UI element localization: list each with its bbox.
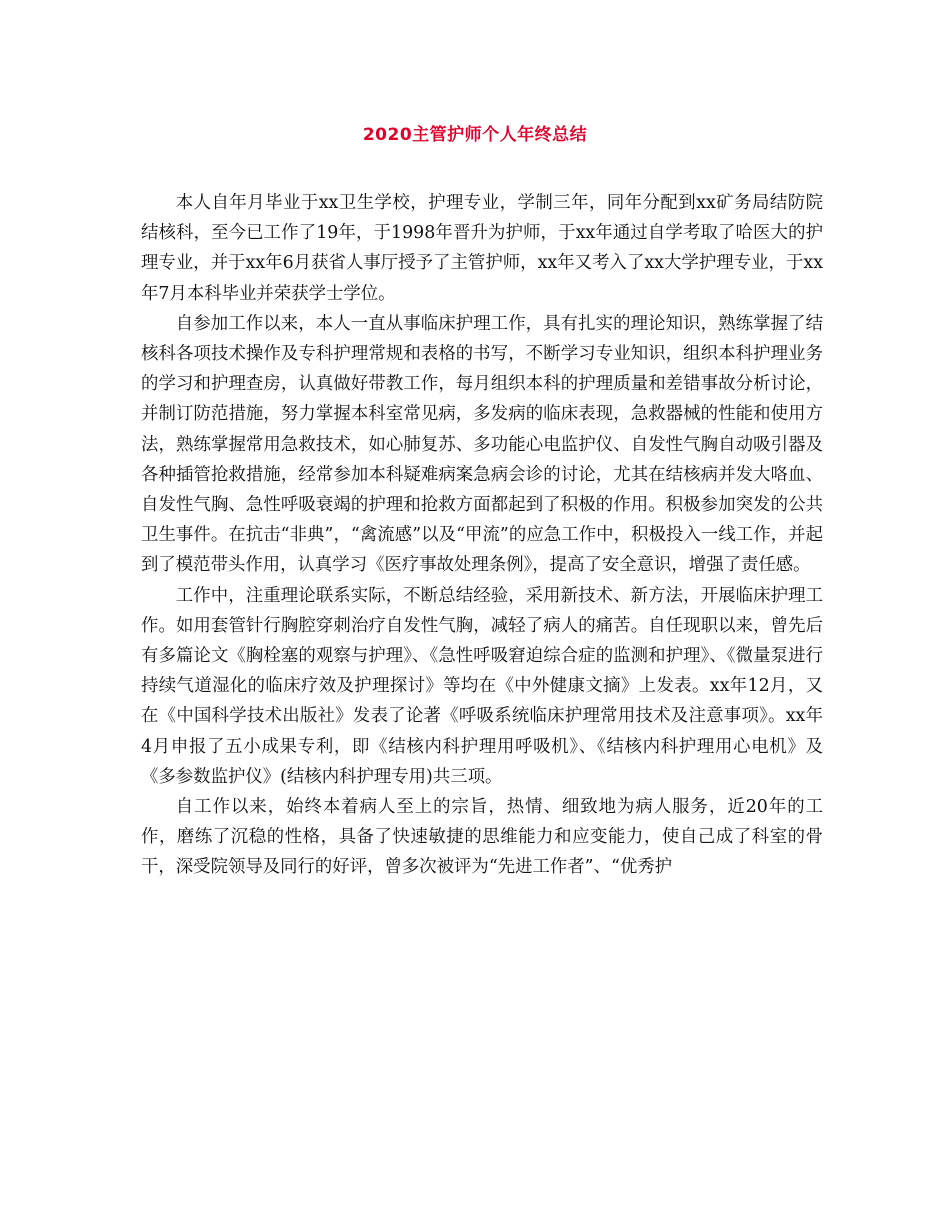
paragraph: 自工作以来，始终本着病人至上的宗旨，热情、细致地为病人服务，近20年的工作，磨练了沉稳的性格，具备了快速敏捷的思维能力和应变能力，使自己成了科室的骨干，深受院领导及同行的好评，曾多次被评为“先进工作者”、“优秀护: [141, 797, 823, 878]
paragraph: 工作中，注重理论联系实际，不断总结经验，采用新技术、新方法，开展临床护理工作。如用套管针行胸腔穿刺治疗自发性气胸，减轻了病人的痛苦。自任现职以来，曾先后有多篇论文《胸栓塞的观察与护理》、《急性呼吸窘迫综合症的监测和护理》、《微量泵进行持续气道湿化的临床疗效及护理探讨》等均在《中外健康文摘》上发表。xx年12月，又在《中国科学技术出版社》发表了论著《呼吸系统临床护理常用技术及注意事项》。xx年4月申报了五小成果专利，即《结核内科护理用呼吸机》、《结核内科护理用心电机》及《多参数监护仪》(结核内科护理专用)共三项。: [141, 585, 823, 787]
paragraph: 自参加工作以来，本人一直从事临床护理工作，具有扎实的理论知识，熟练掌握了结核科各项技术操作及专科护理常规和表格的书写，不断学习专业知识，组织本科护理业务的学习和护理查房，认真做好带教工作，每月组织本科的护理质量和差错事故分析讨论，并制订防范措施，努力掌握本科室常见病，多发病的临床表现，急救器械的性能和使用方法，熟练掌握常用急救技术，如心肺复苏、多功能心电监护仪、自发性气胸自动吸引器及各种插管抢救措施，经常参加本科疑难病案急病会诊的讨论，尤其在结核病并发大咯血、自发性气胸、急性呼吸衰竭的护理和抢救方面都起到了积极的作用。积极参加突发的公共卫生事件。在抗击“非典”，“禽流感”以及“甲流”的应急工作中，积极投入一线工作，并起到了模范带头作用，认真学习《医疗事故处理条例》，提高了安全意识，增强了责任感。: [141, 313, 823, 576]
paragraph: 本人自年月毕业于xx卫生学校，护理专业，学制三年，同年分配到xx矿务局结防院结核科，至今已工作了19年，于1998年晋升为护师，于xx年通过自学考取了哈医大的护理专业，并于xx年6月获省人事厅授予了主管护师，xx年又考入了xx大学护理专业，于xx年7月本科毕业并荣获学士学位。: [141, 193, 823, 304]
document-body: [141, 188, 823, 883]
document-title: 2020主管护师个人年终总结: [362, 125, 588, 145]
